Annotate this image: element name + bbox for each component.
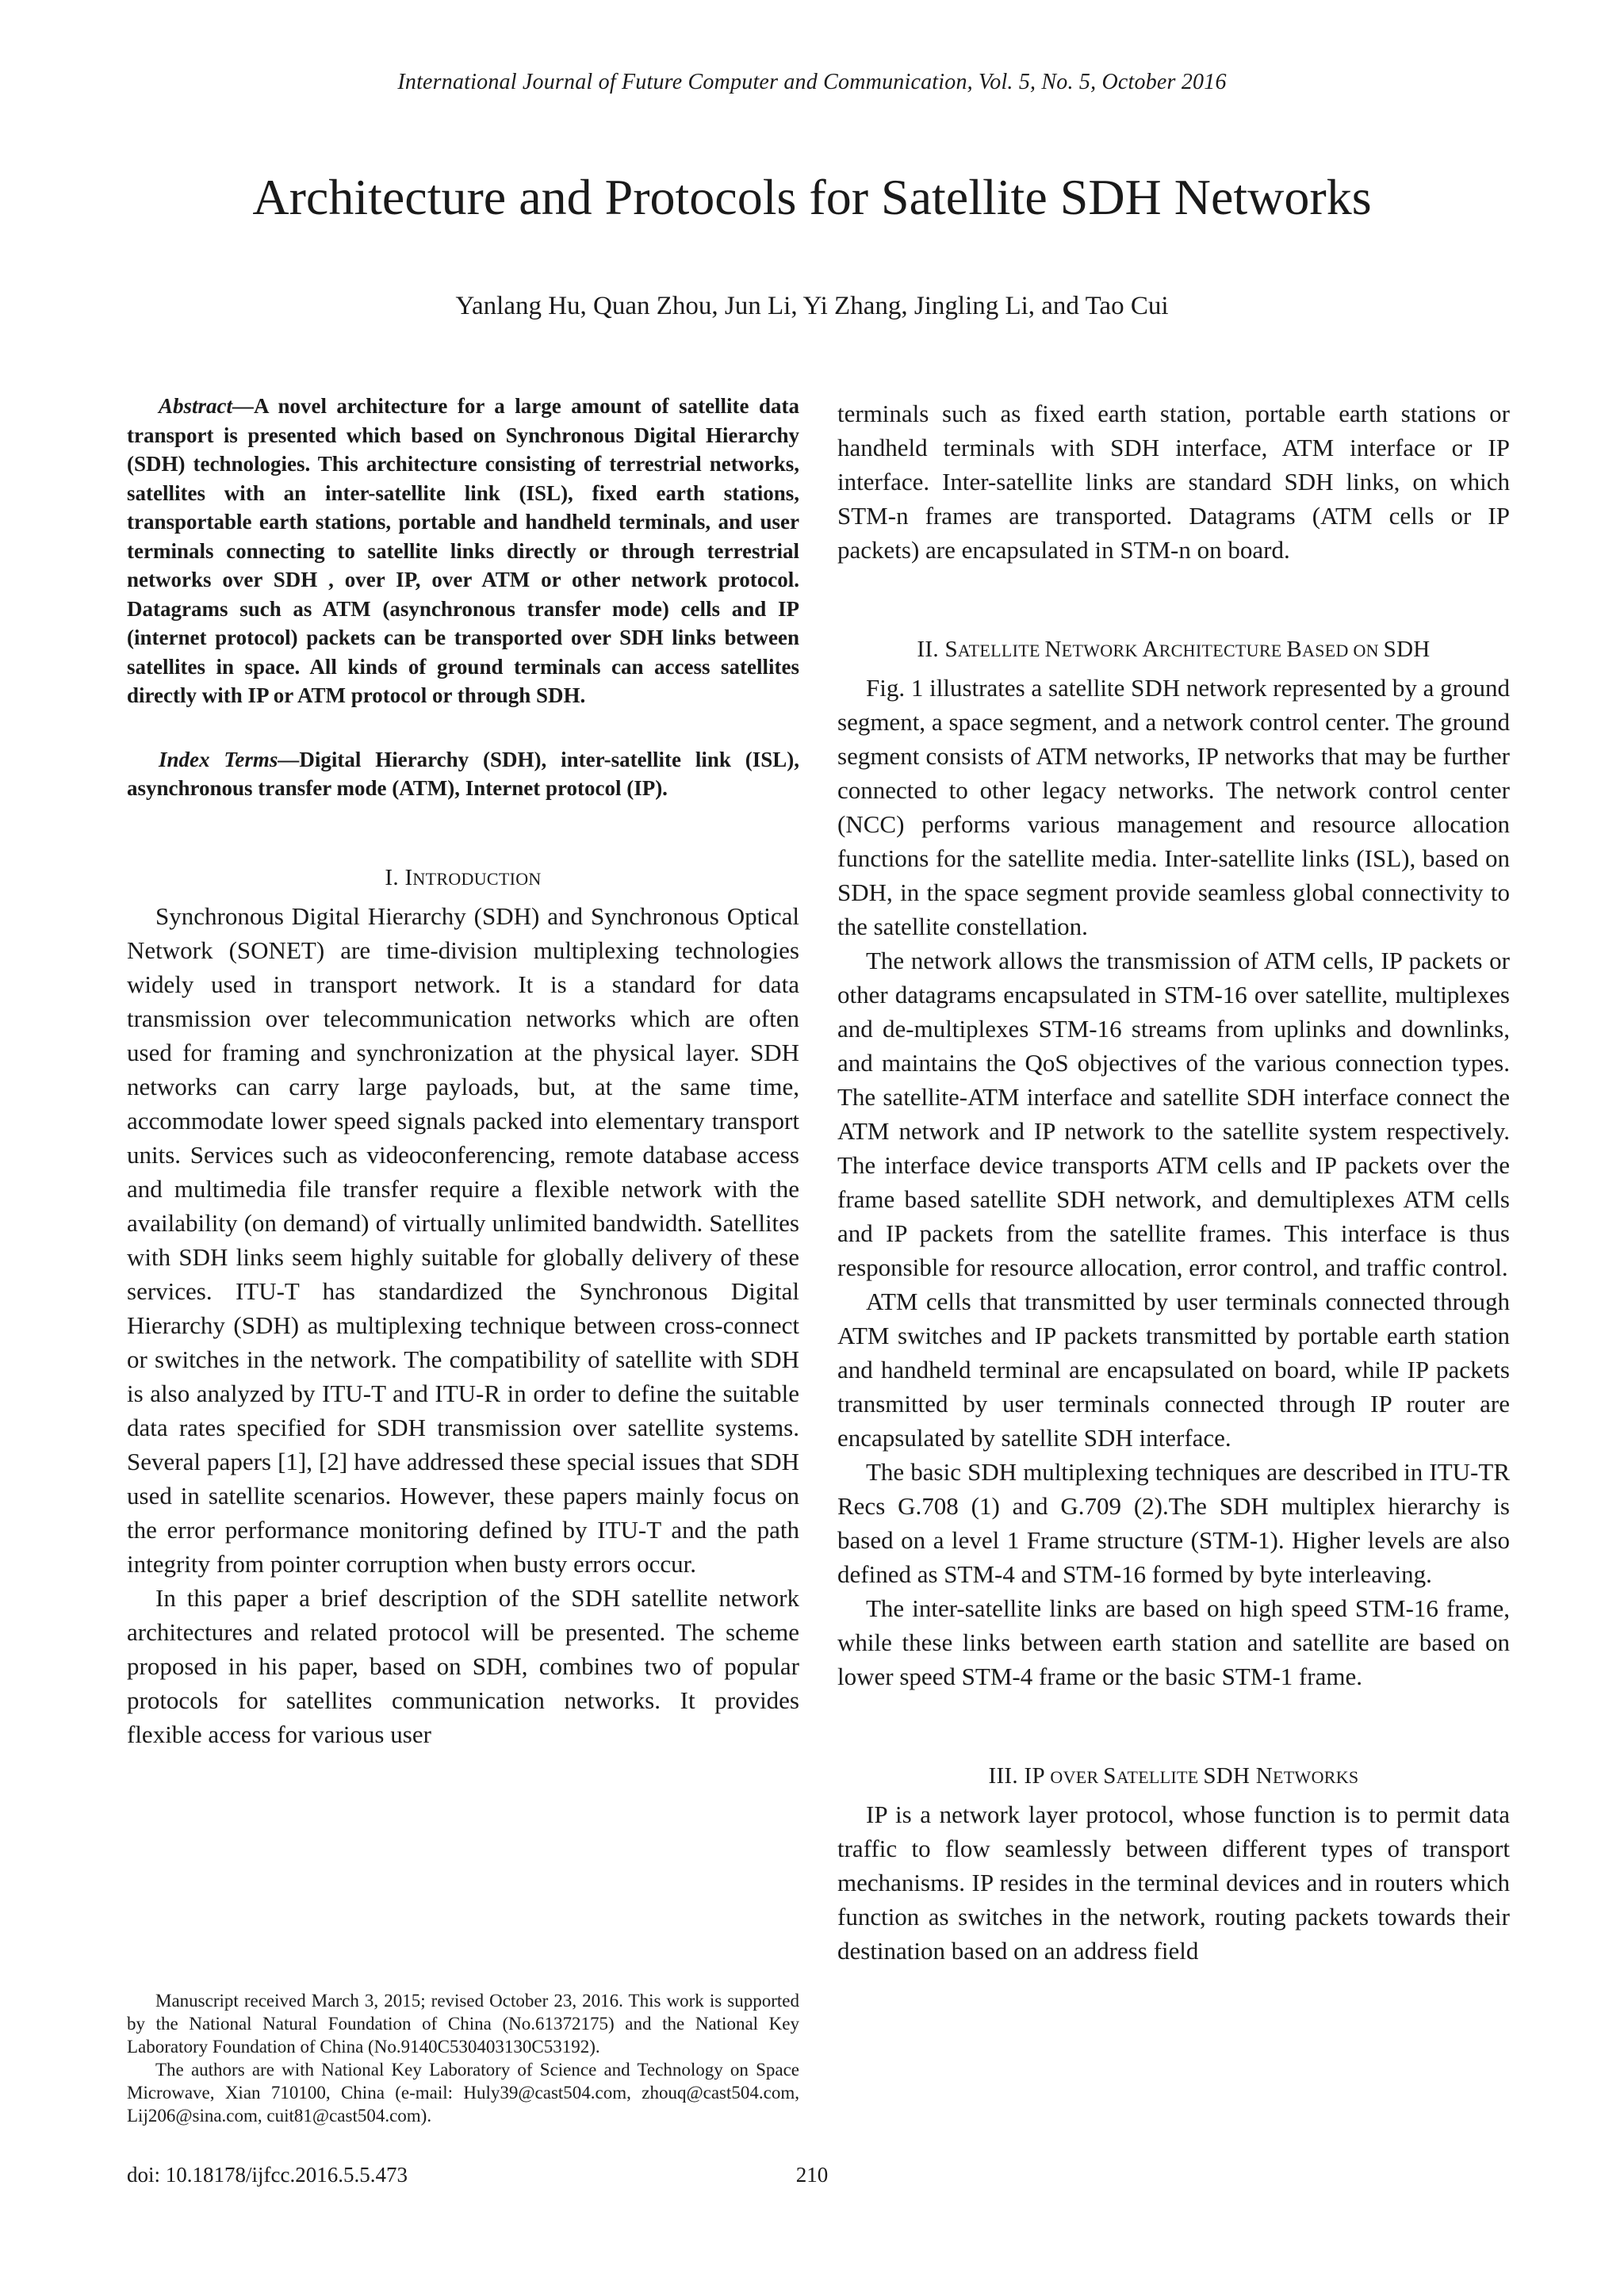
abstract-text: A novel architecture for a large amount of satellite data transport is presented which based on Synchronous Digital Hierarchy (SDH) technologies. This architecture consisting of terrestrial networks, satellites with an inter-satellite link (ISL), fixed earth stations, transportable earth stations, portable and handheld terminals, and user terminals connecting to satellite links directly or through terrestrial networks over SDH , over IP, over ATM or other network protocol. Datagrams such as ATM (asynchronous transfer mode) cells and IP (internet protocol) packets can be transported over SDH links between satellites in space. All kinds of ground terminals can access satellites directly with IP or ATM protocol or through SDH.: [127, 394, 799, 707]
paper-title: Architecture and Protocols for Satellite SDH Networks: [252, 169, 1372, 225]
heading-smallcaps: RCHITECTURE: [1159, 641, 1287, 660]
journal-header: International Journal of Future Computer and Communication, Vol. 5, No. 5, October 2016: [397, 70, 1227, 94]
footnote-affiliation: The authors are with National Key Laboratory of Science and Technology on Space Microwave, Xian 710100, China (e-mail: Huly39@cast504.com, zhouq@cast504.com, Lij206@sina.com, cuit81@cast504.com).: [127, 2060, 799, 2126]
heading-smallcaps: OVER: [1050, 1767, 1104, 1787]
page-number: 210: [795, 2163, 829, 2187]
footnotes: [127, 1989, 799, 2127]
heading-cap: IP: [1024, 1763, 1051, 1789]
doi-label: doi: 10.18178/ijfcc.2016.5.5.473: [127, 2163, 408, 2187]
index-terms-label: Index Terms—: [159, 747, 300, 771]
heading-smallcaps: ATELLITE: [1116, 1767, 1204, 1787]
index-terms-paragraph: [127, 745, 799, 803]
heading-cap: S: [1103, 1763, 1116, 1789]
ip-paragraph-1: IP is a network layer protocol, whose function is to permit data traffic to flow seamlessly between different types of transport mechanisms. IP resides in the terminal devices and in routers which function as switches in the network, routing packets towards their destination based on an address field: [837, 1800, 1510, 1965]
author-list: Yanlang Hu, Quan Zhou, Jun Li, Yi Zhang, Jingling Li, and Tao Cui: [455, 292, 1169, 320]
heading-cap: SDH: [1203, 1763, 1256, 1789]
section-heading-ip-over-sdh: III. IP OVER SATELLITE SDH NETWORKS: [988, 1763, 1359, 1789]
heading-cap: N: [1044, 637, 1062, 662]
abstract-block: [127, 392, 799, 803]
heading-smallcaps: ETWORK: [1061, 641, 1143, 660]
architecture-paragraph-3: ATM cells that transmitted by user terminals connected through ATM switches and IP packets transmitted by portable earth station and handheld terminal are encapsulated on board, while IP packets transmitted by user terminals connected through IP router are encapsulated by satellite SDH interface.: [837, 1288, 1510, 1452]
section-heading-introduction: I. INTRODUCTION: [385, 864, 542, 890]
heading-cap: N: [1255, 1763, 1274, 1789]
architecture-paragraph-4: The basic SDH multiplexing techniques are described in ITU-TR Recs G.708 (1) and G.709 (2).The SDH multiplex hierarchy is based on a level 1 Frame structure (STM-1). Higher levels are also defined as STM-4 and STM-16 formed by byte interleaving.: [837, 1458, 1510, 1588]
right-column: [837, 396, 1510, 1968]
intro-continuation: terminals such as fixed earth station, portable earth stations or handheld terminals with SDH interface, ATM interface or IP interface. Inter-satellite links are standard SDH links, on which STM-n frames are transported. Datagrams (ATM cells or IP packets) are encapsulated in STM-n on board.: [837, 400, 1510, 564]
index-terms-text: Digital Hierarchy (SDH), inter-satellite link (ISL), asynchronous transfer mode (ATM), Internet protocol (IP).: [127, 747, 800, 800]
intro-paragraph-1: Synchronous Digital Hierarchy (SDH) and Synchronous Optical Network (SONET) are time-division multiplexing technologies widely used in transport network. It is a standard for data transmission over telecommunication networks which are often used for framing and synchronization at the physical layer. SDH networks can carry large payloads, but, at the same time, accommodate lower speed signals packed into elementary transport units. Services such as videoconferencing, remote database access and multimedia file transfer require a flexible network with the availability (on demand) of virtually unlimited bandwidth. Satellites with SDH links seem highly suitable for globally delivery of these services. ITU-T has standardized the Synchronous Digital Hierarchy (SDH) as multiplexing technique between cross-connect or switches in the network. The compatibility of satellite with SDH is also analyzed by ITU-T and ITU-R in order to define the suitable data rates specified for SDH transmission over satellite systems. Several papers [1], [2] have addressed these special issues that SDH used in satellite scenarios. However, these papers mainly focus on the error performance monitoring defined by ITU-T and the path integrity from pointer corruption when busty errors occur.: [127, 901, 799, 1578]
intro-paragraph-2: In this paper a brief description of the SDH satellite network architectures and related protocol will be presented. The scheme proposed in his paper, based on SDH, combines two of popular protocols for satellites communication networks. It provides flexible access for various user: [127, 1583, 799, 1748]
architecture-paragraph-1: Fig. 1 illustrates a satellite SDH network represented by a ground segment, a space segment, and a network control center. The ground segment consists of ATM networks, IP networks that may be further connected to other legacy networks. The network control center (NCC) performs various management and resource allocation functions for the satellite media. Inter-satellite links (ISL), based on SDH, in the space segment provide seamless global connectivity to the satellite constellation.: [837, 674, 1510, 940]
heading-smallcaps: ASED ON: [1302, 641, 1384, 660]
architecture-paragraph-5: The inter-satellite links are based on high speed STM-16 frame, while these links between earth station and satellite are based on lower speed STM-4 frame or the basic STM-1 frame.: [837, 1594, 1510, 1690]
section-heading-architecture: II. SATELLITE NETWORK ARCHITECTURE BASED ON SDH: [917, 637, 1431, 662]
heading-cap: A: [1142, 637, 1159, 662]
architecture-paragraph-2: The network allows the transmission of ATM cells, IP packets or other datagrams encapsulated in STM-16 over satellite, multiplexes and de-multiplexes STM-16 streams from uplinks and downlinks, and maintains the QoS objectives of the various connection types. The satellite-ATM interface and satellite SDH interface connect the ATM network and IP network to the satellite system respectively. The interface device transports ATM cells and IP packets over the frame based satellite SDH network, and demultiplexes ATM cells and IP packets from the satellite frames. This interface is thus responsible for resource allocation, error control, and traffic control.: [837, 947, 1510, 1281]
heading-cap: S: [944, 637, 958, 662]
heading-smallcaps: ETWORKS: [1273, 1767, 1359, 1787]
abstract-paragraph: [127, 392, 799, 710]
heading-cap: SDH: [1383, 637, 1431, 662]
footnote-manuscript: Manuscript received March 3, 2015; revised October 23, 2016. This work is supported by the National Natural Foundation of China (No.61372175) and the National Key Laboratory Foundation of China (No.9140C530403130C53192).: [127, 1991, 799, 2057]
heading-cap: B: [1286, 637, 1303, 662]
heading-smallcaps: ATELLITE: [957, 641, 1045, 660]
abstract-label: Abstract—: [159, 394, 255, 418]
left-column: [127, 392, 799, 1751]
